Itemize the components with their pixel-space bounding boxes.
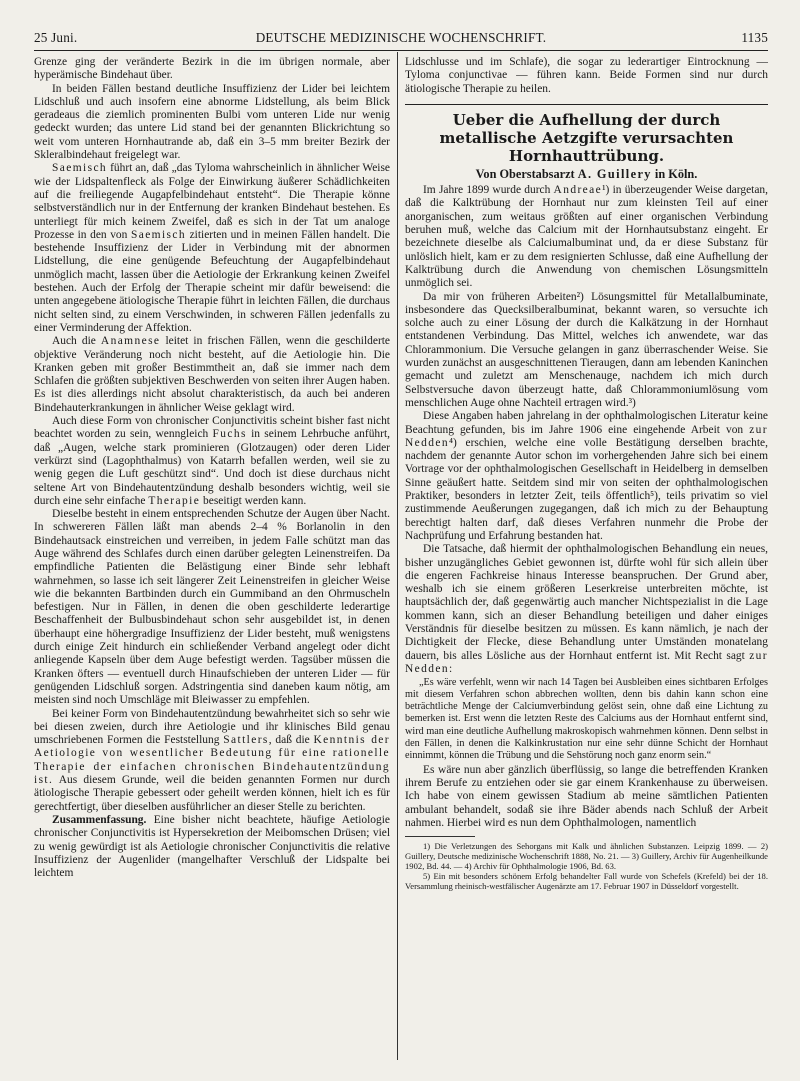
author-name-fuchs: Fuchs [212, 428, 247, 441]
author-name-andreae: Andreae [553, 184, 603, 197]
left-paragraph-5: Auch diese Form von chronischer Conjunctivitis scheint bisher fast nicht beachtet worden zu sein, wenngleich Fuchs in seinem Lehrbuche anführt, daß „Augen, welche stark prominieren (Glotzaugen) oder deren Lider verkürzt sind (Lagophthalmus) von Katarrh befallen werden, weil sie zu wenig gegen die Luft geschützt sind“. Und doch ist diese durchaus nicht seltene Art von Bindehautentzündung deshalb besonders wichtig, weil sie durch eine sehr einfache Therapie beseitigt werden kann. [34, 415, 390, 507]
summary-label: Zusammenfassung. [52, 813, 147, 826]
left-paragraph-4: Auch die Anamnese leitet in frischen Fällen, wenn die geschilderte objektive Veränderung noch nicht besteht, auf die Aetiologie hin. Die Kranken geben mit großer Bestimmtheit an, daß sie immer nach dem Schlafen die größten subjektiven Beschwerden von seiten ihrer Augen haben. Es ist dies allerdings nicht absolut charakteristisch, da auch bei anderen Bindehauterkrankungen in ähnlicher Weise geklagt wird. [34, 335, 391, 414]
author-name-zur-nedden-2: zur Nedden [405, 649, 768, 675]
author-name-saemisch-2: Saemisch [130, 228, 187, 241]
left-paragraph-6: Dieselbe besteht in einem entsprechenden Schutze der Augen über Nacht. In schwereren Fällen läßt man abends 2–4 % Borlanolin in den Bindehautsack einstreichen und verreiben, in jedem Falle schützt man das Auge während des Schlafes durch einen darüber gelegten Leinenstreifen. Da empfindliche Patienten die Belästigung einer Binde sehr lebhaft wahrnehmen, so lasse ich seit längerer Zeit Leinenstreifen in gleicher Weise wie die bekannten Bartbinden durch ein Gummiband an den Ohrmuscheln befestigen. Nur in Fällen, in denen die oben geschilderte lederartige Beschaffenheit der Bulbusbindehaut schon sehr ausgebildet ist, in denen überhaupt eine höhergradige Insuffizienz der Lider besteht, muß wenigstens durch einige Zeit hindurch ein schließender Verband angelegt oder dicht anliegende Kapseln über dem Auge befestigt werden. Tagsüber müssen die Kranken öfters — eventuell durch Hinaufschieben der unteren Lider — für genügenden Lidschluß sorgen. Adstringentia sind daneben kaum nötig, am meisten sind noch Umschläge mit Bleiwasser zu empfehlen. [34, 508, 390, 707]
header-rule [34, 50, 768, 51]
header-page-number: 1135 [741, 30, 768, 45]
article-divider [405, 104, 768, 105]
author-name-sattler: Sattlers [223, 734, 269, 747]
right-paragraph-2: Da mir von früheren Arbeiten²) Lösungsmittel für Metallalbuminate, insbesondere das Quecksilberalbuminat, bekannt waren, so versuchte ich solche auch zu einer Lösung der durch die Kalkätzung in der Hornhaut entstandenen Verbindung. Das Mittel, welches ich anwendete, war das Chlorammonium. Die Versuche gelangen in ganz überraschender Weise. Sie wurden zunächst an ausgeschnittenen Tieraugen, dann am lebenden Kaninchen gemacht und zuletzt am Menschenauge, nachdem ich mich durch Selbstversuche davon überzeugt hatte, daß Chlorammoniumlösung vom menschlichen Auge ohne Nachteil ertragen wird.³) [405, 290, 768, 409]
footnote-1-4: 1) Die Verletzungen des Sehorgans mit Kalk und ähnlichen Substanzen. Leipzig 1899. — 2) Guillery, Deutsche medizinische Wochenschrift 1888, No. 21. — 3) Guillery, Archiv für Augenheilkunde 1902, Bd. 44. — 4) Archiv für Ophthalmologie 1906, Bd. 63. [405, 841, 768, 872]
left-paragraph-1: Grenze ging der veränderte Bezirk in die im übrigen normale, aber hyperämische Bindehaut über. [34, 56, 390, 82]
author-name-saemisch: Saemisch [52, 162, 108, 175]
right-paragraph-1: Im Jahre 1899 wurde durch Andreae¹) in überzeugender Weise dargetan, daß die Kalktrübung der Hornhaut nur zum kleinsten Teil auf einer anorganischen, zum weitaus größten auf einer organischen Verbindung beruhen muß, welche das Calcium mit der Hornhautsubstanz eingeht. Er bezeichnete dieselbe als Calciumalbuminat und, da er diese Substanz für unlöslich hielt, kam er zu dem resignierten Schlusse, daß eine Aufhellung der Kalktrübung durch die Anwendung von chemischen Lösungsmitteln unmöglich sei. [405, 184, 768, 290]
header-date: 25 Juni. [34, 30, 78, 45]
right-paragraph-0: Lidschlusse und im Schlafe), die sogar zu lederartiger Eintrocknung — Tyloma conjunctivae — führen kann. Beide Formen sind nur durch ätiologische Therapie zu heilen. [405, 56, 768, 95]
emphasis-anamnese: Anamnese [100, 335, 161, 348]
right-column [405, 56, 768, 891]
left-paragraph-7: Bei keiner Form von Bindehautentzündung bewahrheitet sich so sehr wie bei diesen zweien, durch ihre Aetiologie und ihr klinisches Bild genau umschriebenen Formen die Feststellung Sattlers, daß die Kenntnis der Aetiologie von wesentlicher Bedeutung für eine rationelle Therapie der einfachen chronischen Bindehautentzündung ist. Aus diesem Grunde, weil die beiden genannten Formen nur durch ätiologische Therapie gebessert oder geheilt werden können, hielt ich es für gerechtfertigt, über dieselben ausführlicher an dieser Stelle zu berichten. [34, 707, 390, 813]
footnote-rule [405, 836, 475, 837]
author-name-zur-nedden: zur Nedden [405, 423, 768, 449]
emphasis-aetiologie: Kenntnis der Aetiologie von wesentlicher Bedeutung für eine rationelle Therapie der einfachen chronischen Bindehautentzündung ist. [34, 734, 390, 787]
article-author: Von Oberstabsarzt A. Guillery in Köln. [475, 166, 698, 181]
right-paragraph-4: Die Tatsache, daß hiermit der ophthalmologischen Behandlung ein neues, bisher unzugängliches Gebiet gewonnen ist, dürfte wohl für sich allein über die engeren Fachkreise hinaus Interesse beanspruchen. Der Grund aber, weshalb ich sie einem größeren Leserkreise unterbreiten möchte, ist hauptsächlich der, daß gegenwärtig auch mancher Nichtspezialist in die Lage kommen kann, sich an dieser Behandlung beteiligen und daher einiges Verständnis für dieselbe besitzen zu müssen. Es kann nämlich, je nach der Dichtigkeit der Flecke, diese Behandlung unter Umständen monatelang dauern, bis alles Lösliche aus der Hornhaut entfernt ist. Mit Recht sagt zur Nedden: [405, 543, 768, 675]
right-paragraph-3: Diese Angaben haben jahrelang in der ophthalmologischen Literatur keine Beachtung gefunden, bis im Jahre 1906 eine eingehende Arbeit von zur Nedden⁴) erschien, welche eine volle Bestätigung derselben brachte, nachdem der genannte Autor schon im vorhergehenden Jahre sich bei einem Vortrage vor der ophthalmologischen Gesellschaft in Heidelberg in demselben Sinne geäußert hatte. Seitdem sind mir von seiten der ophthalmologischen Praktiker, besonders in letzter Zeit, teils öffentlich⁵), teils privatim so viel zustimmende Aeußerungen zugegangen, daß ich mich zu der Behauptung berechtigt halten darf, daß dieses Verfahren nunmehr die Probe der Nachprüfung und Erfahrung bestanden hat. [405, 410, 768, 542]
article-title: Ueber die Aufhellung der durch metallische Aetzgifte verursachten Hornhauttrübung. [439, 110, 734, 165]
column-separator [397, 52, 398, 1060]
right-paragraph-5: Es wäre nun aber gänzlich überflüssig, so lange die betreffenden Kranken ihrem Berufe zu entziehen oder sie gar einem Krankenhause zu überweisen. Ich habe von einem gewissen Stadium ab meine sämtlichen Patienten ambulant behandelt, sodaß sie ihre Bäder abends nach Schluß der Arbeit nahmen. Hierbei wird es nun dem Ophthalmologen, namentlich [405, 763, 768, 830]
block-quote: „Es wäre verfehlt, wenn wir nach 14 Tagen bei Ausbleiben eines sichtbaren Erfolges mit diesem Verfahren schon abbrechen wollten, denn bis dahin kann schon eine beträchtliche Menge der Calciumverbindung gelöst sein, ohne daß eine Lichtung zu bemerken ist. Erst wenn die letzten Reste des Calciums aus der Hornhaut entfernt sind, wird man eine deutliche Aufhellung makroskopisch wahrnehmen können. Denn selbst in den Fällen, in denen die Kalkinkrustation nur eine sehr dünne Schicht der Hornhaut einnimmt, können die Trübung und die Sehstörung noch ganz enorm sein.“ [405, 677, 768, 761]
page-header [34, 30, 768, 48]
footnote-5: 5) Ein mit besonders schönem Erfolg behandelter Fall wurde von Schefels (Krefeld) bei der 18. Versammlung rheinisch-westfälischer Augenärzte am 17. Februar 1907 in Düsseldorf vorgestellt. [405, 871, 768, 892]
summary-paragraph: Zusammenfassung. Eine bisher nicht beachtete, häufige Aetiologie chronischer Conjunctivitis ist Hypersekretion der Meibomschen Drüsen; viel zu wenig gewürdigt ist als Aetiologie chronischer Conjunctivitis die relative Insuffizienz der Augenlider (mangelhafter Verschluß der Lidspalte bei leichtem [34, 813, 390, 880]
left-paragraph-3: Saemisch führt an, daß „das Tyloma wahrscheinlich in ähnlicher Weise wie der Lidspaltenfleck als Folge der Einwirkung äußerer Schädlichkeiten auf die freiliegende Augapfelbindehaut entsteht“. Die Therapie könne selbstverständlich nur in der Entfernung der kranken Bindehaut bestehen. Es unterliegt für mich keinem Zweifel, daß es sich in der Tat um analoge Prozesse in den von Saemisch zitierten und in meinen Fällen handelt. Die bestehende Insuffizienz der Lider in Verbindung mit der abnormen Lidstellung, die eine genügende Befeuchtung der Augapfelbindehaut unmöglich macht, lassen über die Aetiologie der Erkrankung keinen Zweifel bestehen. Auch der Erfolg der Therapie scheint mir dafür beweisend: die unten angegebene ätiologische Therapie führt in leichten Fällen, die durchaus nicht selten sind, zu einem Verschwinden, in schweren Fällen jedenfalls zu einer Verminderung der Affektion. [34, 162, 390, 334]
author-name-guillery: A. Guillery [577, 166, 652, 181]
header-journal-title: DEUTSCHE MEDIZINISCHE WOCHENSCHRIFT. [255, 30, 547, 45]
left-paragraph-2: In beiden Fällen bestand deutliche Insuffizienz der Lider bei leichtem Lidschluß und auch insofern eine abnorme Lidstellung, als beim Blick geradeaus die ziemlich prominenten Bulbi vom unteren Lide nur wenig gedeckt wurden; das untere Lid stand bei der genannten Blickrichtung so weit vom unteren Hornhautrande ab, daß ein 3–5 mm breiter Bezirk der Skleralbindehaut freigelegt war. [34, 82, 390, 162]
emphasis-therapie: Therapie [148, 494, 201, 507]
left-column [34, 56, 390, 880]
